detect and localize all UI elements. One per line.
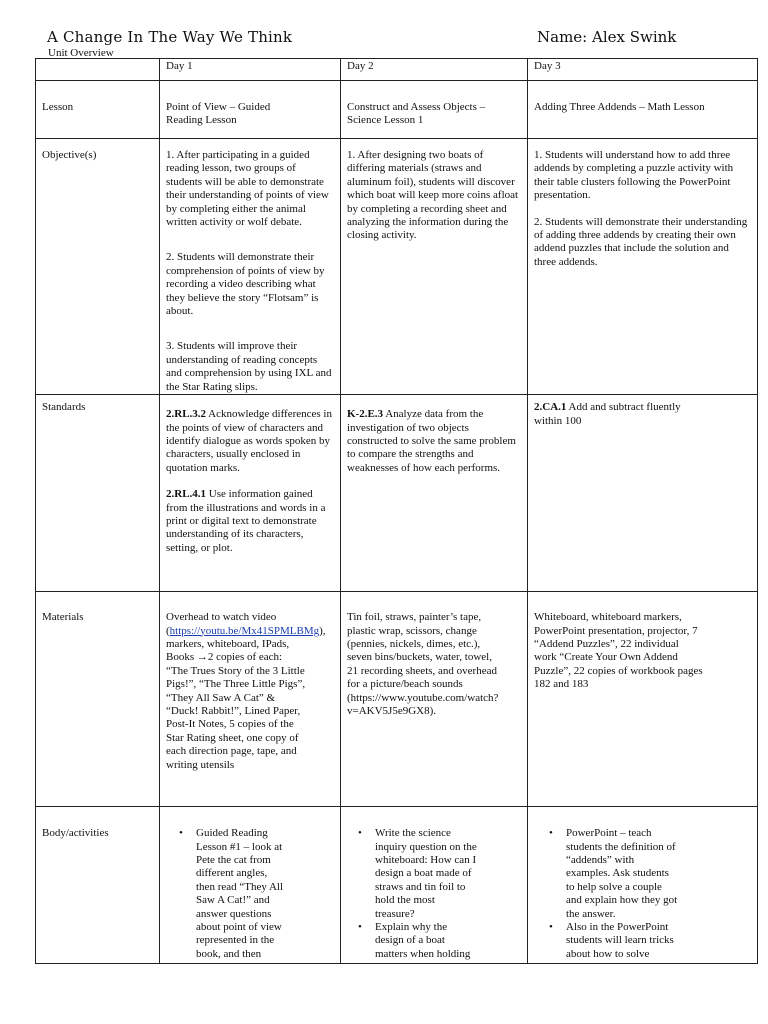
standards-day-3	[528, 395, 758, 592]
bullet-icon: •	[179, 827, 183, 840]
materials-text: Tin foil, straws, painter’s tape, plastic wrap, scissors, change (pennies, nickels, dimes, etc.), seven bins/buckets, water, towel, 21 recording sheets, and overhead for a picture/beach sounds (https://www.youtube.com/watch?v=AKV5J5e9GX8).	[347, 611, 499, 717]
standard-text: Add and subtract fluently within 100	[534, 401, 681, 427]
row-label: Standards	[36, 395, 160, 592]
list-item: • PowerPoint – teach students the definition of “addends” with examples. Ask students to help solve a couple and explain how they got the answer.	[549, 827, 678, 920]
objective-text: 1. Students will understand how to add three addends by completing a puzzle activity with their table clusters following the PowerPoint presentation.	[534, 149, 734, 202]
bullet-icon: •	[549, 920, 553, 933]
objective-text: 1. After designing two boats of differing materials (straws and aluminum foil), students will discover which boat will keep more coins afloat by completing a recording sheet and analyzing the information during the closing activity.	[347, 149, 519, 242]
standard-item	[534, 401, 704, 428]
objectives-day-3	[528, 139, 758, 395]
standard-text: Use information gained from the illustrations and words in a print or digital text to demonstrate understanding of its characters, setting, or plot.	[166, 488, 326, 554]
row-label: Body/activities	[36, 807, 160, 964]
materials-text: Overhead to watch video (https://youtu.be/Mx41SPMLBMg), markers, whiteboard, IPads, Books →2 copies of each: “The Trues Story of the 3 Little Pigs!”, “The Three Little Pigs”, “They All Saw A Cat” & “Duck! Rabbit!”, Lined Paper, Post-It Notes, 5 copies of the Star Rating sheet, one copy of each direction page, tape, and writing utensils	[166, 611, 326, 771]
student-name: Name: Alex Swink	[537, 28, 677, 46]
lesson-day-2: Construct and Assess Objects – Science Lesson 1	[341, 81, 528, 139]
document-title: A Change In The Way We Think	[47, 28, 293, 46]
bullet-icon: •	[358, 920, 362, 933]
unit-overview-table	[35, 58, 758, 964]
standard-item	[166, 488, 334, 555]
standards-day-1	[160, 395, 341, 592]
materials-day-1	[160, 592, 341, 807]
objectives-day-1	[160, 139, 341, 395]
table-header-row	[36, 59, 758, 81]
lesson-row	[36, 81, 758, 139]
objective-text: 2. Students will demonstrate their understanding of adding three addends by creating their own addend puzzles that include the solution and three addends.	[534, 215, 748, 268]
bullet-icon: •	[358, 827, 362, 840]
header-day-3: Day 3	[528, 59, 758, 81]
row-label: Lesson	[36, 81, 160, 139]
body-day-2	[341, 807, 528, 964]
standards-row	[36, 395, 758, 592]
header-day-1: Day 1	[160, 59, 341, 81]
materials-text: Whiteboard, whiteboard markers, PowerPoint presentation, projector, 7 “Addend Puzzles”, 22 individual work “Create Your Own Addend Puzzle”, 22 copies of workbook pages 182 and 183	[534, 611, 703, 691]
body-activities-row	[36, 807, 758, 964]
video-link[interactable]: https://youtu.be/Mx41SPMLBMg	[169, 624, 320, 637]
objectives-day-2	[341, 139, 528, 395]
objective-text: 2. Students will demonstrate their comprehension of points of view by recording a video describing what they believe the story “Flotsam” is about.	[166, 251, 325, 318]
standards-day-2	[341, 395, 528, 592]
list-item: • Guided Reading Lesson #1 – look at Pete the cat from different angles, then read “They All Saw A Cat!” and answer questions about point of view represented in the book, and then	[179, 827, 284, 960]
materials-row	[36, 592, 758, 807]
standard-code: 2.RL.3.2	[166, 408, 207, 421]
standard-code: K-2.E.3	[347, 408, 384, 421]
standard-code: 2.CA.1	[534, 401, 567, 414]
objective-text: 3. Students will improve their understanding of reading concepts and comprehension by using IXL and the Star Rating slips.	[166, 340, 332, 393]
document-subtitle: Unit Overview	[48, 47, 114, 59]
lesson-day-3: Adding Three Addends – Math Lesson	[528, 81, 758, 139]
list-item: • Write the science inquiry question on the whiteboard: How can I design a boat made of straws and tin foil to hold the most treasure?	[358, 827, 477, 920]
list-item: • Also in the PowerPoint students will learn tricks about how to solve	[549, 920, 674, 960]
lesson-day-1: Point of View – Guided Reading Lesson	[160, 81, 341, 139]
body-day-1	[160, 807, 341, 964]
materials-day-2	[341, 592, 528, 807]
objective-text: 1. After participating in a guided reading lesson, two groups of students will be able to demonstrate their understanding of points of view by completing either the animal written activity or wolf debate.	[166, 149, 329, 229]
standard-code: 2.RL.4.1	[166, 488, 207, 501]
row-label: Objective(s)	[36, 139, 160, 395]
standard-text: Analyze data from the investigation of two objects constructed to solve the same problem to compare the strengths and weaknesses of how each performs.	[347, 408, 516, 474]
list-item: • Explain why the design of a boat matters when holding	[358, 920, 471, 960]
header-day-2: Day 2	[341, 59, 528, 81]
row-label: Materials	[36, 592, 160, 807]
body-day-3	[528, 807, 758, 964]
bullet-icon: •	[549, 827, 553, 840]
objectives-row	[36, 139, 758, 395]
standard-item	[347, 408, 521, 475]
standard-item	[166, 408, 334, 475]
header-empty-cell	[36, 59, 160, 81]
standard-text: Acknowledge differences in the points of view of characters and identify dialogue as words spoken by characters, usually enclosed in quotation marks.	[166, 408, 332, 474]
materials-day-3	[528, 592, 758, 807]
